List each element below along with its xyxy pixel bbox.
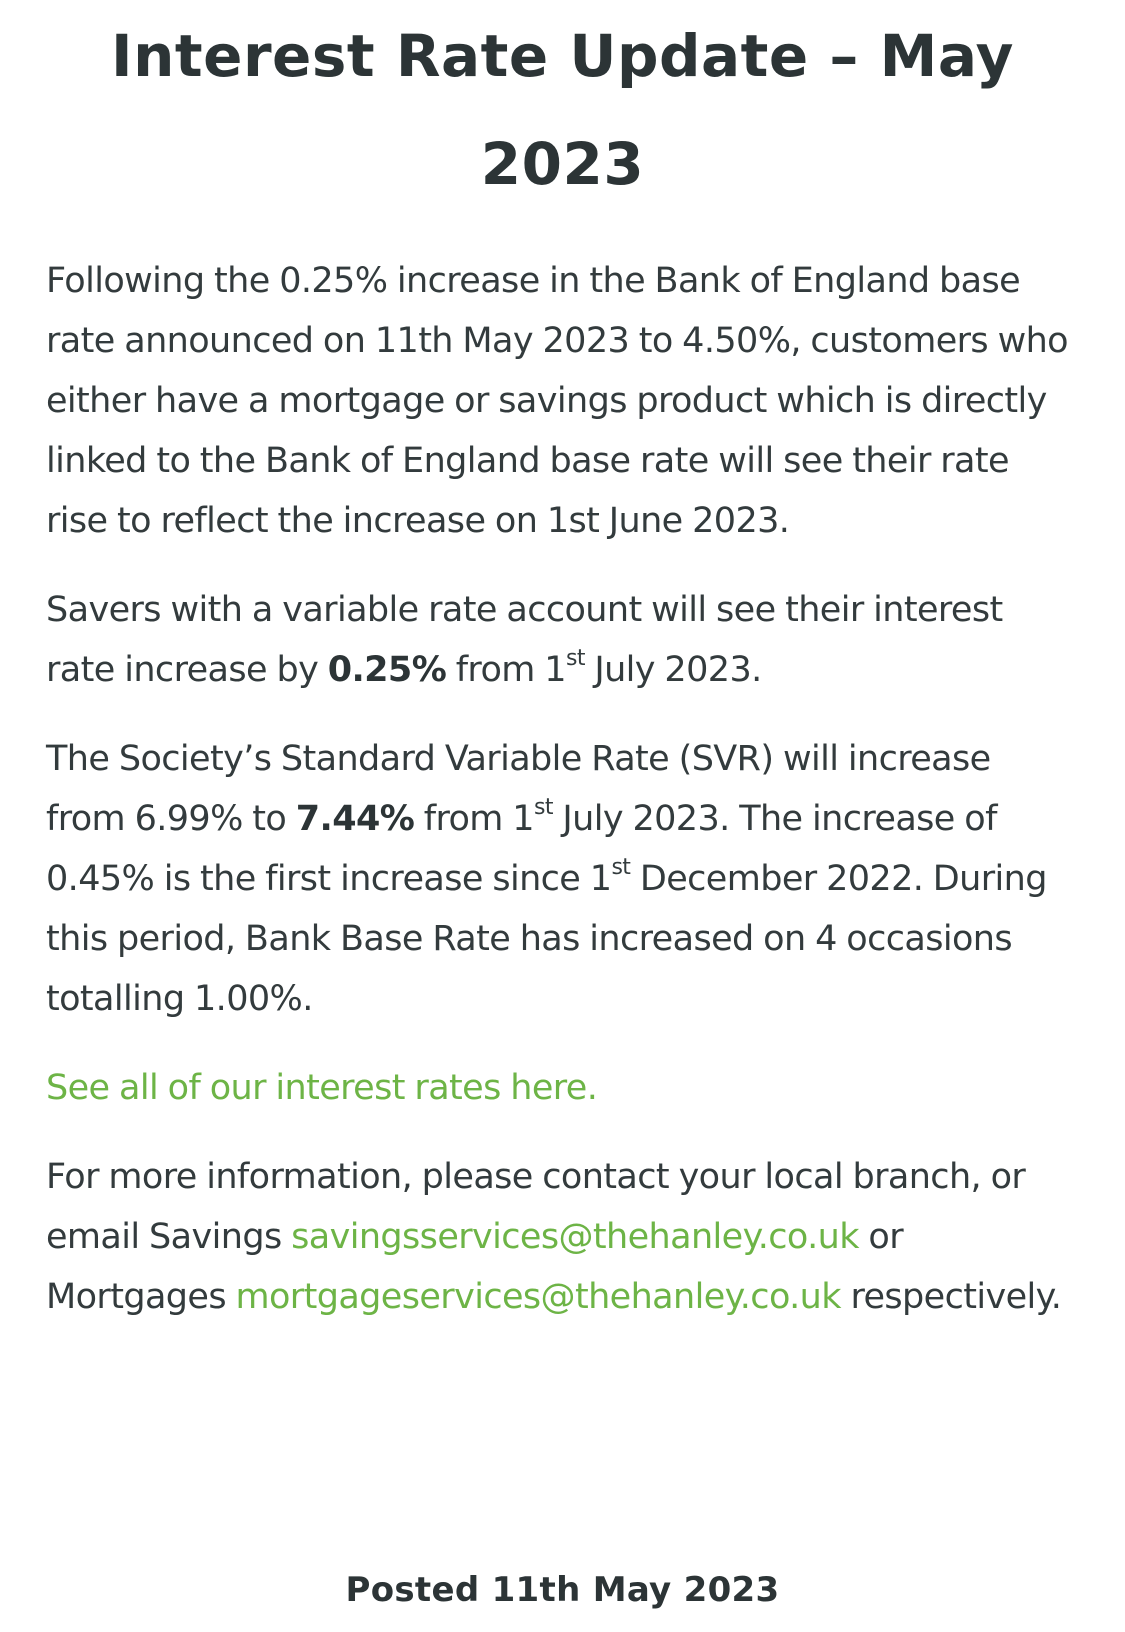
svr-text-from: from 1 [414,799,534,839]
svr-text-increase: July 2023. The increase of 0.45% is the first increase since 1 [46,799,997,899]
posted-date: Posted 11th May 2023 [345,1570,780,1610]
paragraph-contact [46,1147,1079,1327]
page-title: Interest Rate Update – May 2023 [111,22,1014,198]
contact-text-respectively: respectively. [840,1277,1062,1317]
savers-text-from: from 1 [446,650,566,690]
savings-email-link[interactable]: savingsservices@thehanley.co.uk [291,1217,859,1257]
mortgage-email-link[interactable]: mortgageservices@thehanley.co.uk [235,1277,841,1317]
contact-text: For more information, please contact your local branch, or email Savings [46,1157,1026,1257]
paragraph-rates-link [46,1058,1079,1118]
paragraph-svr [46,729,1079,1029]
savers-date: July 2023. [584,650,762,690]
paragraph-base-rate: Following the 0.25% increase in the Bank of England base rate announced on 11th May 2023 to 4.50%, customers who either have a mortgage or savings product which is directly linked to the Bank of England base rate will see their rate rise to reflect the increase on 1st June 2023. [46,261,1068,541]
svr-new-rate: 7.44% [295,799,415,839]
ordinal-suffix: st [565,646,585,671]
savers-rate-increase: 0.25% [327,650,447,690]
svr-text: The Society’s Standard Variable Rate (SVR) will increase from 6.99% to [46,739,991,839]
ordinal-suffix: st [533,795,553,820]
contact-text-or: or Mortgages [46,1217,904,1317]
paragraph-savers [46,580,1079,700]
svr-text-period: December 2022. During this period, Bank Base Rate has increased on 4 occasions totalling 1.00%. [46,859,1047,1019]
interest-rates-link[interactable]: See all of our interest rates here. [46,1068,598,1108]
savers-text: Savers with a variable rate account will see their interest rate increase by [46,590,1003,690]
ordinal-suffix: st [611,855,631,880]
